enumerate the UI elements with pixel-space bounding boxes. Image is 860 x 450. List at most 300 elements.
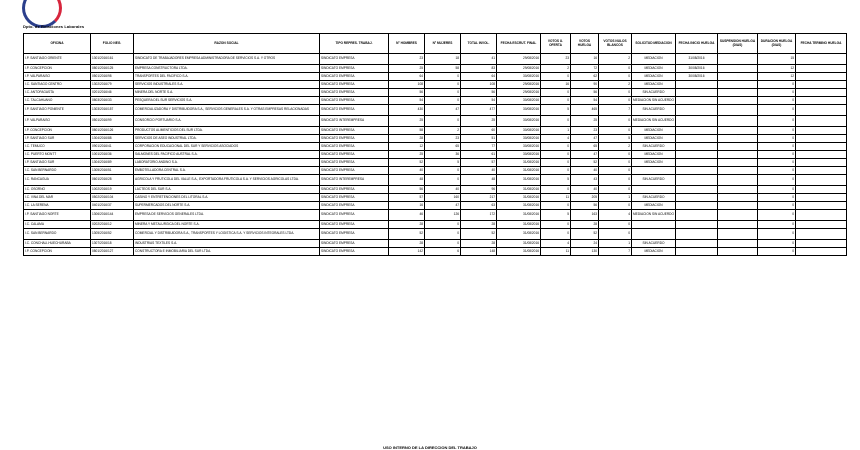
cell-folio: 1303/2016/157 [91, 105, 134, 116]
cell-sm: MEDIACION SIN ACUERDO [632, 210, 676, 221]
cell-folio: 0801/2016/125 [91, 65, 134, 73]
cell-vh: 47 [571, 151, 599, 159]
cell-fih [676, 143, 718, 151]
cell-tipo: SINDICATO EMPRESA [320, 65, 389, 73]
cell-vh: 130 [571, 248, 599, 256]
cell-sh [718, 54, 758, 65]
cell-sm: SIN ACUERDO [632, 89, 676, 97]
cell-fecha: 31/08/2016 [497, 210, 541, 221]
cell-uo: 0 [541, 221, 571, 229]
cell-sm: SIN ACUERDO [632, 143, 676, 151]
cell-sh [718, 159, 758, 167]
table-row [24, 65, 847, 73]
cell-oficina: I.C. RANCAGUA [24, 175, 91, 186]
cell-t: 217 [461, 194, 497, 202]
cell-dh: 0 [758, 135, 796, 143]
cell-m: 0 [425, 81, 461, 89]
cell-uo: 5 [541, 210, 571, 221]
cell-vh: 205 [571, 194, 599, 202]
cell-sm: MEDIACION [632, 127, 676, 135]
cell-fih [676, 135, 718, 143]
cell-vnb: 0 [599, 73, 632, 81]
cell-dh: 0 [758, 210, 796, 221]
cell-sh [718, 167, 758, 175]
cell-oficina: I.C. TALCAHUANO [24, 97, 91, 105]
cell-vh: 163 [571, 210, 599, 221]
column-header: VOTOS U. OFERTA [541, 34, 571, 54]
cell-vh: 52 [571, 159, 599, 167]
cell-oficina: I.C. VINA DEL MAR [24, 194, 91, 202]
cell-h: 25 [389, 65, 425, 73]
cell-dh: 0 [758, 194, 796, 202]
cell-folio: 0801/2016/127 [91, 248, 134, 256]
cell-vh: 47 [571, 135, 599, 143]
cell-fecha: 31/08/2016 [497, 159, 541, 167]
cell-tipo: SINDICATO EMPRESA [320, 81, 389, 89]
cell-h: 40 [389, 167, 425, 175]
cell-vh: 65 [571, 143, 599, 151]
cell-dh: 0 [758, 175, 796, 186]
cell-h: 28 [389, 221, 425, 229]
cell-h: 54 [389, 97, 425, 105]
table-row [24, 54, 847, 65]
cell-folio: 1002/2016/19 [91, 186, 134, 194]
cell-m: 0 [425, 221, 461, 229]
cell-razon: SINDICATO DE TRABAJADORES EMPRESA ADMINISTRADORA DE SERVICIOS S.A. Y OTROS [134, 54, 320, 65]
cell-sh [718, 229, 758, 240]
cell-razon: EMBOTELLADORA CENTRAL S.A. [134, 167, 320, 175]
cell-m: 40 [425, 186, 461, 194]
column-header: VOTOS NULOS BLANCOS [599, 34, 632, 54]
cell-fih [676, 167, 718, 175]
table-body [24, 54, 847, 256]
cell-folio: 1001/2016/36 [91, 151, 134, 159]
cell-dh: 0 [758, 167, 796, 175]
cell-uo: 0 [541, 229, 571, 240]
cell-folio: 1306/2016/144 [91, 210, 134, 221]
cell-fecha: 31/08/2016 [497, 167, 541, 175]
cell-tipo: SINDICATO INTEREMPRESA [320, 175, 389, 186]
cell-razon: SUPERMERCADOS DEL NORTE S.A. [134, 202, 320, 210]
cell-sh [718, 186, 758, 194]
cell-fth [796, 210, 847, 221]
cell-vh: 72 [571, 65, 599, 73]
cell-dh: 0 [758, 202, 796, 210]
cell-tipo: SINDICATO EMPRESA [320, 229, 389, 240]
cell-sm [632, 229, 676, 240]
column-header: N° HOMBRES [389, 34, 425, 54]
cell-oficina: I.P. SANTIAGO PONIENTE [24, 105, 91, 116]
cell-m: 0 [425, 229, 461, 240]
cell-dh: 0 [758, 229, 796, 240]
cell-h: 46 [389, 210, 425, 221]
cell-fth [796, 151, 847, 159]
cell-t: 48 [461, 175, 497, 186]
cell-dh: 12 [758, 65, 796, 73]
cell-m: 0 [425, 116, 461, 127]
cell-fth [796, 97, 847, 105]
cell-sm: MEDIACION [632, 135, 676, 143]
cell-sm: MEDIACION [632, 151, 676, 159]
cell-fih [676, 151, 718, 159]
cell-folio: 0201/2016/46 [91, 89, 134, 97]
column-header: FECHA INICIO HUELGA [676, 34, 718, 54]
cell-sm: SIN ACUERDO [632, 105, 676, 116]
cell-sm [632, 186, 676, 194]
cell-dh: 12 [758, 73, 796, 81]
cell-folio: 1302/2016/79 [91, 81, 134, 89]
cell-fth [796, 202, 847, 210]
cell-t: 148 [461, 248, 497, 256]
cell-fth [796, 135, 847, 143]
cell-fih [676, 159, 718, 167]
table-row [24, 210, 847, 221]
cell-vnb: 1 [599, 240, 632, 248]
cell-dh: 0 [758, 127, 796, 135]
cell-sh [718, 73, 758, 81]
cell-fih [676, 175, 718, 186]
cell-vnb: 4 [599, 210, 632, 221]
cell-oficina: I.C. SAN BERNARDO [24, 167, 91, 175]
cell-razon: SALMONES DEL PACIFICO AUSTRAL S.A. [134, 151, 320, 159]
cell-t: 28 [461, 221, 497, 229]
cell-vh: 54 [571, 97, 599, 105]
cell-fecha: 29/08/2016 [497, 81, 541, 89]
cell-m: 160 [425, 194, 461, 202]
cell-uo: 0 [541, 73, 571, 81]
cell-razon: EMPRESA CONSTRUCTORA LTDA. [134, 65, 320, 73]
cell-vh: 56 [571, 202, 599, 210]
cell-m: 36 [425, 151, 461, 159]
column-header: SOLICITUD MEDIACION [632, 34, 676, 54]
cell-fth [796, 81, 847, 89]
cell-uo: 0 [541, 202, 571, 210]
cell-m: 5 [425, 159, 461, 167]
table-row [24, 97, 847, 105]
cell-fih [676, 210, 718, 221]
cell-m: 18 [425, 54, 461, 65]
cell-fecha: 31/08/2016 [497, 202, 541, 210]
cell-dh: 0 [758, 151, 796, 159]
cell-fih: 30/08/2016 [676, 73, 718, 81]
cell-fth [796, 73, 847, 81]
cell-t: 25 [461, 116, 497, 127]
cell-fth [796, 105, 847, 116]
cell-h: 57 [389, 194, 425, 202]
cell-razon: CASINO Y ENTRETENCIONES DEL LITORAL S.A. [134, 194, 320, 202]
cell-m: 0 [425, 97, 461, 105]
cell-dh: 0 [758, 159, 796, 167]
table-row [24, 240, 847, 248]
cell-fih [676, 221, 718, 229]
table-row [24, 248, 847, 256]
cell-folio: 0501/2016/98 [91, 73, 134, 81]
cell-fecha: 30/08/2016 [497, 151, 541, 159]
cell-vh: 90 [571, 81, 599, 89]
cell-uo: 5 [541, 175, 571, 186]
cell-sh [718, 89, 758, 97]
cell-fih [676, 97, 718, 105]
cell-t: 54 [461, 97, 497, 105]
column-header: FOLIO NEG. [91, 34, 134, 54]
cell-sh [718, 175, 758, 186]
cell-vh: 25 [571, 116, 599, 127]
column-header: N° MUJERES [425, 34, 461, 54]
column-header: TOTAL INVOL. [461, 34, 497, 54]
cell-fth [796, 116, 847, 127]
table-row [24, 81, 847, 89]
cell-m: 0 [425, 73, 461, 81]
cell-oficina: I.C. ANTOFAGASTA [24, 89, 91, 97]
cell-vh: 40 [571, 167, 599, 175]
cell-sm: MEDIACION [632, 65, 676, 73]
cell-vnb: 0 [599, 175, 632, 186]
table-row [24, 105, 847, 116]
cell-fecha: 31/08/2016 [497, 186, 541, 194]
cell-tipo: SINDICATO INTEREMPRESA [320, 116, 389, 127]
cell-vnb: 5 [599, 135, 632, 143]
cell-dh: 0 [758, 89, 796, 97]
cell-vnb: 0 [599, 159, 632, 167]
cell-m: 126 [425, 210, 461, 221]
cell-folio: 0401/2016/37 [91, 202, 134, 210]
cell-fecha: 31/08/2016 [497, 194, 541, 202]
cell-fth [796, 54, 847, 65]
cell-tipo: SINDICATO EMPRESA [320, 89, 389, 97]
table-row [24, 167, 847, 175]
cell-vnb: 0 [599, 221, 632, 229]
cell-tipo: SINDICATO EMPRESA [320, 135, 389, 143]
cell-razon: MINERA Y METALURGICA DEL NORTE S.A. [134, 221, 320, 229]
cell-vh: 56 [571, 89, 599, 97]
cell-h: 58 [389, 127, 425, 135]
cell-fth [796, 65, 847, 73]
cell-fth [796, 240, 847, 248]
cell-oficina: I.P. SANTIAGO NORTE [24, 210, 91, 221]
cell-vh: 24 [571, 240, 599, 248]
cell-fecha: 30/08/2016 [497, 143, 541, 151]
cell-sm [632, 221, 676, 229]
table-row [24, 89, 847, 97]
cell-vh: 28 [571, 221, 599, 229]
cell-sh [718, 210, 758, 221]
cell-t: 96 [461, 186, 497, 194]
cell-h: 56 [389, 186, 425, 194]
cell-vh: 52 [571, 229, 599, 240]
cell-folio: 0801/2016/126 [91, 127, 134, 135]
cell-vnb: 0 [599, 186, 632, 194]
cell-vnb: 0 [599, 89, 632, 97]
cell-tipo: SINDICATO EMPRESA [320, 105, 389, 116]
table-row [24, 175, 847, 186]
cell-razon: AGRICOLA Y FRUTICOLA DEL VALLE S.A., EXPORTADORA FRUTICOLA S.A. Y SERVICIOS AGRICOLAS LTDA. [134, 175, 320, 186]
cell-m: 47 [425, 202, 461, 210]
cell-tipo: SINDICATO EMPRESA [320, 143, 389, 151]
cell-fih [676, 127, 718, 135]
cell-h: 28 [389, 135, 425, 143]
column-header: FECHA TERMINO HUELGA [796, 34, 847, 54]
cell-dh: 0 [758, 248, 796, 256]
footer-text: USO INTERNO DE LA DIRECCION DEL TRABAJO [383, 445, 477, 450]
table-row [24, 143, 847, 151]
cell-m: 6 [425, 248, 461, 256]
cell-fih: 31/08/2016 [676, 54, 718, 65]
cell-razon: SERVICIOS DE ASEO INDUSTRIAL LTDA. [134, 135, 320, 143]
table-row [24, 202, 847, 210]
cell-t: 172 [461, 210, 497, 221]
column-header: SUSPENSION HUELGA (DIAS) [718, 34, 758, 54]
cell-h: 48 [389, 175, 425, 186]
cell-razon: CONSORCIO PORTUARIO S.A. [134, 116, 320, 127]
cell-tipo: SINDICATO EMPRESA [320, 54, 389, 65]
cell-oficina: I.C. TEMUCO [24, 143, 91, 151]
cell-fecha: 31/08/2016 [497, 175, 541, 186]
cell-tipo: SINDICATO EMPRESA [320, 159, 389, 167]
cell-sh [718, 65, 758, 73]
column-header: FECHA ESCRUT. FINAL [497, 34, 541, 54]
cell-t: 56 [461, 89, 497, 97]
cell-tipo: SINDICATO EMPRESA [320, 221, 389, 229]
cell-fih [676, 105, 718, 116]
cell-sh [718, 202, 758, 210]
cell-uo: 0 [541, 151, 571, 159]
cell-razon: CORPORACION EDUCACIONAL DEL SUR Y SERVICIOS ASOCIADOS [134, 143, 320, 151]
cell-uo: 4 [541, 135, 571, 143]
cell-tipo: SINDICATO EMPRESA [320, 194, 389, 202]
cell-sm: MEDIACION [632, 81, 676, 89]
cell-h: 52 [389, 159, 425, 167]
cell-sm: SIN ACUERDO [632, 194, 676, 202]
table-row [24, 151, 847, 159]
table-row [24, 229, 847, 240]
cell-fih: 30/08/2016 [676, 65, 718, 73]
cell-razon: PRODUCTOS ALIMENTICIOS DEL SUR LTDA. [134, 127, 320, 135]
cell-fecha: 29/08/2016 [497, 89, 541, 97]
cell-vnb: 0 [599, 151, 632, 159]
cell-tipo: SINDICATO EMPRESA [320, 167, 389, 175]
cell-vh: 465 [571, 105, 599, 116]
column-header: RAZON SOCIAL [134, 34, 320, 54]
table-row [24, 73, 847, 81]
cell-m: 2 [425, 127, 461, 135]
cell-razon: INDUSTRIAS TEXTILES S.A. [134, 240, 320, 248]
cell-sh [718, 105, 758, 116]
table-row [24, 135, 847, 143]
cell-vh: 16 [571, 54, 599, 65]
cell-sm: SIN ACUERDO [632, 240, 676, 248]
cell-fih [676, 240, 718, 248]
cell-h: 108 [389, 81, 425, 89]
cell-folio: 0501/2016/99 [91, 116, 134, 127]
cell-uo: 0 [541, 116, 571, 127]
cell-folio: 0202/2016/12 [91, 221, 134, 229]
cell-tipo: SINDICATO EMPRESA [320, 202, 389, 210]
cell-oficina: I.C. SAN BERNARDO [24, 229, 91, 240]
table-row [24, 194, 847, 202]
cell-h: 28 [389, 240, 425, 248]
cell-dh: 0 [758, 221, 796, 229]
cell-fecha: 30/08/2016 [497, 116, 541, 127]
cell-fth [796, 194, 847, 202]
cell-uo: 0 [541, 97, 571, 105]
cell-folio: 0901/2016/41 [91, 143, 134, 151]
cell-oficina: I.C. LA SERENA [24, 202, 91, 210]
cell-fecha: 29/08/2016 [497, 54, 541, 65]
cell-dh: 0 [758, 81, 796, 89]
cell-sm: MEDIACION SIN ACUERDO [632, 97, 676, 105]
cell-sm [632, 167, 676, 175]
cell-fecha: 30/08/2016 [497, 73, 541, 81]
cell-fecha: 31/08/2016 [497, 221, 541, 229]
cell-uo: 1 [541, 127, 571, 135]
cell-vnb: 2 [599, 143, 632, 151]
cell-tipo: SINDICATO EMPRESA [320, 97, 389, 105]
cell-oficina: I.P. SANTIAGO ORIENTE [24, 54, 91, 65]
cell-folio: 1307/2016/18 [91, 240, 134, 248]
cell-uo: 0 [541, 159, 571, 167]
cell-folio: 0601/2016/28 [91, 175, 134, 186]
cell-sh [718, 221, 758, 229]
cell-sh [718, 81, 758, 89]
cell-fecha: 31/08/2016 [497, 240, 541, 248]
cell-h: 52 [389, 229, 425, 240]
cell-h: 12 [389, 143, 425, 151]
cell-vnb: 2 [599, 54, 632, 65]
cell-razon: SERVICIOS INDUSTRIALES S.A. [134, 81, 320, 89]
cell-vnb: 7 [599, 105, 632, 116]
cell-fih [676, 89, 718, 97]
table-row [24, 116, 847, 127]
cell-h: 142 [389, 248, 425, 256]
logo [22, 0, 66, 10]
cell-vnb: 0 [599, 229, 632, 240]
cell-m: 0 [425, 175, 461, 186]
table-header-row [24, 34, 847, 54]
cell-razon: EMPRESA DE SERVICIOS GENERALES LTDA. [134, 210, 320, 221]
cell-fth [796, 167, 847, 175]
cell-oficina: I.P. CONCEPCION [24, 65, 91, 73]
cell-oficina: I.P. SANTIAGO SUR [24, 159, 91, 167]
cell-t: 477 [461, 105, 497, 116]
cell-vnb: 0 [599, 97, 632, 105]
cell-h: 23 [389, 54, 425, 65]
cell-sh [718, 116, 758, 127]
cell-fecha: 30/08/2016 [497, 127, 541, 135]
cell-uo: 11 [541, 194, 571, 202]
cell-vnb: 2 [599, 81, 632, 89]
cell-uo: 16 [541, 81, 571, 89]
cell-sm: MEDIACION [632, 248, 676, 256]
cell-vnb: 0 [599, 202, 632, 210]
cell-razon: MINERA DEL NORTE S.A. [134, 89, 320, 97]
cell-m: 58 [425, 65, 461, 73]
cell-sh [718, 97, 758, 105]
cell-oficina: I.P. CONCEPCION [24, 127, 91, 135]
cell-vh: 23 [571, 127, 599, 135]
cell-m: 0 [425, 240, 461, 248]
cell-fth [796, 159, 847, 167]
cell-fecha: 31/08/2016 [497, 248, 541, 256]
cell-fih [676, 116, 718, 127]
cell-h: 64 [389, 73, 425, 81]
cell-t: 83 [461, 65, 497, 73]
cell-t: 40 [461, 167, 497, 175]
cell-dh: 0 [758, 116, 796, 127]
cell-t: 77 [461, 143, 497, 151]
cell-fecha: 30/08/2016 [497, 97, 541, 105]
cell-razon: CONSTRUCTORA E INMOBILIARIA DEL SUR LTDA. [134, 248, 320, 256]
cell-m: 0 [425, 89, 461, 97]
